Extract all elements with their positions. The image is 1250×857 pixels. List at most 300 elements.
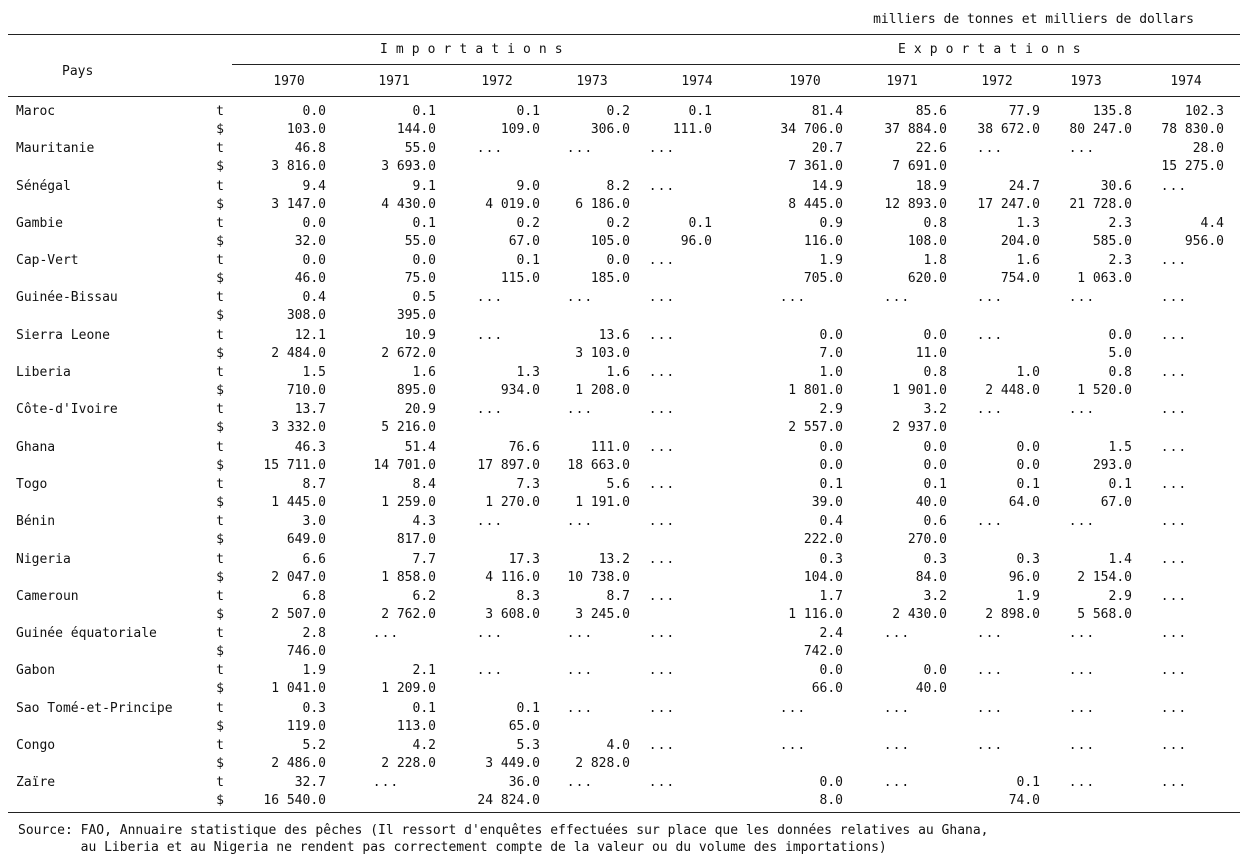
import-tonnes-cell: 2.8 (302, 626, 326, 642)
import-tonnes-cell: ... (566, 402, 594, 418)
import-tonnes-cell: 76.6 (508, 439, 540, 455)
import-tonnes-cell: ... (648, 253, 676, 269)
unit-tonnes: t (216, 775, 224, 791)
unit-tonnes: t (216, 700, 224, 716)
import-tonnes-cell: ... (566, 290, 594, 306)
import-tonnes-cell: 0.3 (302, 700, 326, 716)
import-dollars-cell: 3 103.0 (575, 345, 630, 361)
export-tonnes-cell: ... (976, 402, 1004, 418)
export-tonnes-cell: 0.8 (923, 215, 947, 231)
country-name: Zaïre (16, 775, 56, 791)
export-tonnes-cell: ... (976, 327, 1004, 343)
import-tonnes-cell: 4.2 (412, 738, 436, 754)
export-tonnes-cell: ... (1068, 402, 1096, 418)
import-tonnes-cell: 4.0 (606, 738, 630, 754)
import-dollars-cell: 4 019.0 (485, 196, 540, 212)
import-tonnes-cell: ... (566, 775, 594, 791)
export-dollars-cell: 1 520.0 (1077, 383, 1132, 399)
export-tonnes-cell: 0.0 (923, 327, 947, 343)
export-tonnes-cell: 28.0 (1192, 141, 1224, 157)
export-dollars-cell: 8.0 (819, 793, 843, 809)
exports-year-1973: 1973 (1070, 74, 1102, 89)
import-dollars-cell: 306.0 (590, 122, 630, 137)
export-tonnes-cell: ... (1068, 700, 1096, 716)
import-tonnes-cell: ... (648, 663, 676, 679)
table-row (0, 328, 1250, 365)
import-tonnes-cell: 8.7 (302, 476, 326, 492)
export-tonnes-cell: 1.0 (1016, 365, 1040, 381)
unit-dollars: $ (216, 271, 224, 287)
export-dollars-cell: 2 154.0 (1077, 569, 1132, 585)
export-dollars-cell: 74.0 (1008, 793, 1040, 809)
export-tonnes-cell: 1.4 (1108, 551, 1132, 567)
import-tonnes-cell: 6.8 (302, 588, 326, 604)
export-tonnes-cell: 2.9 (819, 402, 843, 418)
export-tonnes-cell: ... (1160, 626, 1188, 642)
unit-tonnes: t (216, 365, 224, 381)
unit-dollars: $ (216, 793, 224, 809)
import-tonnes-cell: 6.6 (302, 551, 326, 567)
export-tonnes-cell: 2.3 (1108, 253, 1132, 269)
export-tonnes-cell: 0.3 (1016, 551, 1040, 567)
unit-dollars: $ (216, 308, 224, 324)
import-dollars-cell: 18 663.0 (567, 457, 630, 473)
export-tonnes-cell: ... (976, 514, 1004, 530)
import-tonnes-cell: ... (648, 626, 676, 642)
export-dollars-cell: 40.0 (915, 494, 947, 510)
country-name: Nigeria (16, 551, 71, 567)
export-tonnes-cell: 1.8 (923, 253, 947, 269)
import-tonnes-cell: 1.3 (516, 365, 540, 381)
import-tonnes-cell: 0.1 (412, 104, 436, 119)
import-tonnes-cell: 0.5 (412, 290, 436, 306)
import-dollars-cell: 10 738.0 (567, 569, 630, 585)
import-dollars-cell: 67.0 (508, 233, 540, 249)
export-dollars-cell: 204.0 (1000, 233, 1040, 249)
import-dollars-cell: 109.0 (500, 122, 540, 137)
import-dollars-cell: 24 824.0 (477, 793, 540, 809)
country-name: Congo (16, 738, 56, 754)
unit-tonnes: t (216, 588, 224, 604)
export-tonnes-cell: 0.1 (1016, 476, 1040, 492)
export-tonnes-cell: 0.1 (923, 476, 947, 492)
import-tonnes-cell: 1.6 (412, 365, 436, 381)
import-dollars-cell: 3 332.0 (271, 420, 326, 436)
export-tonnes-cell: 102.3 (1184, 104, 1224, 119)
export-tonnes-cell: ... (883, 700, 911, 716)
import-tonnes-cell: 0.1 (516, 253, 540, 269)
import-dollars-cell: 1 041.0 (271, 681, 326, 697)
export-dollars-cell: 67.0 (1100, 494, 1132, 510)
table-row (0, 365, 1250, 402)
import-tonnes-cell: 13.7 (294, 402, 326, 418)
country-name: Bénin (16, 514, 56, 530)
export-tonnes-cell: 81.4 (811, 104, 843, 119)
country-name: Guinée équatoriale (16, 626, 157, 642)
export-dollars-cell: 17 247.0 (977, 196, 1040, 212)
unit-tonnes: t (216, 476, 224, 492)
import-tonnes-cell: 9.0 (516, 178, 540, 194)
export-tonnes-cell: ... (1160, 290, 1188, 306)
import-tonnes-cell: ... (476, 327, 504, 343)
unit-dollars: $ (216, 718, 224, 734)
export-dollars-cell: 956.0 (1184, 233, 1224, 249)
table-row (0, 626, 1250, 663)
export-tonnes-cell: ... (1068, 141, 1096, 157)
import-dollars-cell: 75.0 (404, 271, 436, 287)
country-name: Maroc (16, 104, 56, 119)
import-dollars-cell: 1 259.0 (381, 494, 436, 510)
export-tonnes-cell: 135.8 (1092, 104, 1132, 119)
export-tonnes-cell: 2.9 (1108, 588, 1132, 604)
import-dollars-cell: 5 216.0 (381, 420, 436, 436)
import-tonnes-cell: 32.7 (294, 775, 326, 791)
export-dollars-cell: 270.0 (907, 532, 947, 548)
unit-tonnes: t (216, 178, 224, 194)
table-row (0, 440, 1250, 477)
import-tonnes-cell: 46.8 (294, 141, 326, 157)
imports-year-1974: 1974 (681, 74, 713, 89)
export-tonnes-cell: ... (1068, 514, 1096, 530)
country-name: Cap-Vert (16, 253, 79, 269)
import-dollars-cell: 2 828.0 (575, 756, 630, 772)
import-dollars-cell: 2 486.0 (271, 756, 326, 772)
import-tonnes-cell: ... (476, 626, 504, 642)
import-tonnes-cell: 1.6 (606, 365, 630, 381)
country-name: Guinée-Bissau (16, 290, 118, 306)
export-dollars-cell: 84.0 (915, 569, 947, 585)
export-dollars-cell: 96.0 (1008, 569, 1040, 585)
export-dollars-cell: 7 691.0 (892, 159, 947, 175)
export-tonnes-cell: 0.1 (1108, 476, 1132, 492)
header-bottom-rule (8, 96, 1240, 97)
import-dollars-cell: 1 445.0 (271, 494, 326, 510)
import-dollars-cell: 3 816.0 (271, 159, 326, 175)
import-tonnes-cell: ... (476, 663, 504, 679)
export-tonnes-cell: 85.6 (915, 104, 947, 119)
import-tonnes-cell: 17.3 (508, 551, 540, 567)
export-dollars-cell: 1 063.0 (1077, 271, 1132, 287)
export-dollars-cell: 8 445.0 (788, 196, 843, 212)
export-dollars-cell: 1 901.0 (892, 383, 947, 399)
export-tonnes-cell: ... (883, 626, 911, 642)
export-tonnes-cell: ... (1160, 700, 1188, 716)
unit-tonnes: t (216, 104, 224, 119)
export-dollars-cell: 80 247.0 (1069, 122, 1132, 137)
import-dollars-cell: 46.0 (294, 271, 326, 287)
country-name: Gambie (16, 215, 63, 231)
import-tonnes-cell: ... (648, 327, 676, 343)
import-dollars-cell: 2 762.0 (381, 606, 436, 622)
table-row (0, 216, 1250, 253)
export-tonnes-cell: ... (1160, 738, 1188, 754)
import-dollars-cell: 4 430.0 (381, 196, 436, 212)
export-tonnes-cell: 2.3 (1108, 215, 1132, 231)
export-dollars-cell: 7.0 (819, 345, 843, 361)
export-tonnes-cell: ... (976, 663, 1004, 679)
export-tonnes-cell: ... (1068, 290, 1096, 306)
import-dollars-cell: 1 208.0 (575, 383, 630, 399)
import-dollars-cell: 119.0 (286, 718, 326, 734)
import-tonnes-cell: ... (648, 738, 676, 754)
source-note: Source: FAO, Annuaire statistique des pêches (Il ressort d'enquêtes effectuées sur place que les données relatives au Ghana, au Liberia et au Nigeria ne rendent pas correctement compte de la valeur ou du volume des importations) (18, 823, 989, 855)
unit-dollars: $ (216, 494, 224, 510)
import-tonnes-cell: 12.1 (294, 327, 326, 343)
import-dollars-cell: 895.0 (396, 383, 436, 399)
export-dollars-cell: 11.0 (915, 345, 947, 361)
exports-group-header: Exportations (898, 42, 1089, 57)
import-tonnes-cell: 7.7 (412, 551, 436, 567)
unit-dollars: $ (216, 457, 224, 473)
import-dollars-cell: 3 245.0 (575, 606, 630, 622)
table-row (0, 514, 1250, 551)
table-row (0, 104, 1250, 141)
unit-note: milliers de tonnes et milliers de dollars (873, 12, 1194, 27)
import-tonnes-cell: 0.1 (516, 104, 540, 119)
export-tonnes-cell: ... (976, 626, 1004, 642)
unit-tonnes: t (216, 551, 224, 567)
export-tonnes-cell: ... (1068, 775, 1096, 791)
import-tonnes-cell: ... (476, 141, 504, 157)
imports-group-header: Importations (380, 42, 571, 57)
import-dollars-cell: 15 711.0 (263, 457, 326, 473)
export-dollars-cell: 754.0 (1000, 271, 1040, 287)
export-tonnes-cell: 1.0 (819, 365, 843, 381)
export-tonnes-cell: 0.0 (923, 439, 947, 455)
import-dollars-cell: 2 228.0 (381, 756, 436, 772)
country-name: Ghana (16, 439, 56, 455)
export-dollars-cell: 37 884.0 (884, 122, 947, 137)
table-row (0, 477, 1250, 514)
import-tonnes-cell: ... (372, 775, 400, 791)
import-dollars-cell: 3 449.0 (485, 756, 540, 772)
import-tonnes-cell: 0.1 (412, 700, 436, 716)
import-tonnes-cell: ... (648, 514, 676, 530)
export-dollars-cell: 585.0 (1092, 233, 1132, 249)
export-dollars-cell: 2 937.0 (892, 420, 947, 436)
import-dollars-cell: 14 701.0 (373, 457, 436, 473)
export-tonnes-cell: ... (1068, 663, 1096, 679)
import-tonnes-cell: 9.4 (302, 178, 326, 194)
import-tonnes-cell: 0.0 (302, 253, 326, 269)
export-dollars-cell: 2 898.0 (985, 606, 1040, 622)
export-tonnes-cell: 1.5 (1108, 439, 1132, 455)
country-name: Sierra Leone (16, 327, 110, 343)
export-tonnes-cell: 3.2 (923, 402, 947, 418)
export-dollars-cell: 21 728.0 (1069, 196, 1132, 212)
export-dollars-cell: 39.0 (811, 494, 843, 510)
export-tonnes-cell: 0.0 (819, 327, 843, 343)
import-tonnes-cell: ... (476, 514, 504, 530)
import-tonnes-cell: 0.4 (302, 290, 326, 306)
unit-dollars: $ (216, 532, 224, 548)
export-tonnes-cell: 22.6 (915, 141, 947, 157)
table-body (0, 104, 1250, 813)
exports-year-1972: 1972 (981, 74, 1013, 89)
import-tonnes-cell: ... (648, 365, 676, 381)
export-tonnes-cell: ... (1160, 551, 1188, 567)
import-tonnes-cell: 13.2 (598, 551, 630, 567)
export-dollars-cell: 2 448.0 (985, 383, 1040, 399)
unit-tonnes: t (216, 253, 224, 269)
import-tonnes-cell: 0.0 (412, 253, 436, 269)
country-column-header: Pays (62, 64, 94, 79)
import-dollars-cell: 32.0 (294, 233, 326, 249)
export-dollars-cell: 293.0 (1092, 457, 1132, 473)
export-tonnes-cell: 0.0 (819, 775, 843, 791)
export-tonnes-cell: 1.9 (819, 253, 843, 269)
export-tonnes-cell: ... (976, 141, 1004, 157)
import-tonnes-cell: ... (566, 141, 594, 157)
export-dollars-cell: 222.0 (803, 532, 843, 548)
import-dollars-cell: 3 608.0 (485, 606, 540, 622)
exports-year-1971: 1971 (886, 74, 918, 89)
exports-year-1974: 1974 (1170, 74, 1202, 89)
import-tonnes-cell: 0.1 (688, 104, 712, 119)
export-tonnes-cell: ... (976, 700, 1004, 716)
export-dollars-cell: 64.0 (1008, 494, 1040, 510)
country-name: Sao Tomé-et-Principe (16, 700, 173, 716)
import-tonnes-cell: ... (648, 178, 676, 194)
country-name: Mauritanie (16, 141, 95, 157)
import-dollars-cell: 105.0 (590, 233, 630, 249)
export-dollars-cell: 104.0 (803, 569, 843, 585)
import-dollars-cell: 395.0 (396, 308, 436, 324)
export-tonnes-cell: 0.0 (1108, 327, 1132, 343)
import-tonnes-cell: 7.3 (516, 476, 540, 492)
unit-tonnes: t (216, 290, 224, 306)
import-tonnes-cell: 0.1 (412, 215, 436, 231)
unit-dollars: $ (216, 122, 224, 137)
import-tonnes-cell: ... (566, 700, 594, 716)
unit-dollars: $ (216, 606, 224, 622)
import-dollars-cell: 2 672.0 (381, 345, 436, 361)
import-tonnes-cell: 6.2 (412, 588, 436, 604)
import-tonnes-cell: 5.6 (606, 476, 630, 492)
export-tonnes-cell: ... (1160, 439, 1188, 455)
export-dollars-cell: 78 830.0 (1161, 122, 1224, 137)
import-tonnes-cell: ... (648, 476, 676, 492)
export-dollars-cell: 116.0 (803, 233, 843, 249)
unit-dollars: $ (216, 196, 224, 212)
import-dollars-cell: 185.0 (590, 271, 630, 287)
export-tonnes-cell: ... (779, 290, 807, 306)
years-rule (232, 64, 1240, 65)
export-dollars-cell: 38 672.0 (977, 122, 1040, 137)
export-dollars-cell: 0.0 (1016, 457, 1040, 473)
import-dollars-cell: 96.0 (680, 233, 712, 249)
import-dollars-cell: 144.0 (396, 122, 436, 137)
export-tonnes-cell: 24.7 (1008, 178, 1040, 194)
import-dollars-cell: 3 147.0 (271, 196, 326, 212)
country-name: Sénégal (16, 178, 71, 194)
top-rule (8, 34, 1240, 35)
country-name: Cameroun (16, 588, 79, 604)
export-tonnes-cell: 0.1 (1016, 775, 1040, 791)
export-tonnes-cell: 2.4 (819, 626, 843, 642)
import-tonnes-cell: ... (566, 514, 594, 530)
unit-dollars: $ (216, 345, 224, 361)
import-dollars-cell: 649.0 (286, 532, 326, 548)
unit-dollars: $ (216, 233, 224, 249)
export-dollars-cell: 34 706.0 (780, 122, 843, 137)
table-row (0, 290, 1250, 327)
import-dollars-cell: 308.0 (286, 308, 326, 324)
country-name: Liberia (16, 365, 71, 381)
import-tonnes-cell: ... (648, 775, 676, 791)
import-tonnes-cell: ... (648, 439, 676, 455)
export-tonnes-cell: ... (1160, 178, 1188, 194)
export-dollars-cell: 705.0 (803, 271, 843, 287)
export-tonnes-cell: ... (1160, 253, 1188, 269)
import-dollars-cell: 6 186.0 (575, 196, 630, 212)
export-dollars-cell: 1 116.0 (788, 606, 843, 622)
import-tonnes-cell: 5.2 (302, 738, 326, 754)
import-tonnes-cell: 111.0 (590, 439, 630, 455)
import-dollars-cell: 934.0 (500, 383, 540, 399)
import-tonnes-cell: 13.6 (598, 327, 630, 343)
import-tonnes-cell: ... (372, 626, 400, 642)
exports-year-1970: 1970 (789, 74, 821, 89)
export-tonnes-cell: 0.0 (819, 439, 843, 455)
export-tonnes-cell: ... (976, 738, 1004, 754)
import-tonnes-cell: 0.0 (302, 104, 326, 119)
export-tonnes-cell: 1.9 (1016, 588, 1040, 604)
import-dollars-cell: 817.0 (396, 532, 436, 548)
table-row (0, 253, 1250, 290)
import-dollars-cell: 1 209.0 (381, 681, 436, 697)
import-tonnes-cell: 0.2 (606, 215, 630, 231)
import-dollars-cell: 710.0 (286, 383, 326, 399)
unit-tonnes: t (216, 738, 224, 754)
import-tonnes-cell: ... (476, 290, 504, 306)
export-tonnes-cell: ... (779, 700, 807, 716)
export-dollars-cell: 2 557.0 (788, 420, 843, 436)
import-tonnes-cell: 9.1 (412, 178, 436, 194)
unit-dollars: $ (216, 569, 224, 585)
import-tonnes-cell: 8.4 (412, 476, 436, 492)
import-tonnes-cell: 20.9 (404, 402, 436, 418)
import-tonnes-cell: 10.9 (404, 327, 436, 343)
table-row (0, 552, 1250, 589)
import-tonnes-cell: ... (566, 663, 594, 679)
export-tonnes-cell: 20.7 (811, 141, 843, 157)
export-dollars-cell: 66.0 (811, 681, 843, 697)
export-tonnes-cell: ... (883, 738, 911, 754)
export-tonnes-cell: ... (1160, 588, 1188, 604)
export-tonnes-cell: 1.3 (1016, 215, 1040, 231)
unit-tonnes: t (216, 402, 224, 418)
export-dollars-cell: 5.0 (1108, 345, 1132, 361)
import-tonnes-cell: 4.3 (412, 514, 436, 530)
import-tonnes-cell: 8.3 (516, 588, 540, 604)
import-tonnes-cell: 0.1 (688, 215, 712, 231)
import-tonnes-cell: 8.7 (606, 588, 630, 604)
unit-tonnes: t (216, 215, 224, 231)
export-tonnes-cell: 0.3 (923, 551, 947, 567)
unit-dollars: $ (216, 159, 224, 175)
export-tonnes-cell: 0.6 (923, 514, 947, 530)
unit-tonnes: t (216, 141, 224, 157)
bottom-rule (8, 812, 1240, 813)
table-row (0, 775, 1250, 812)
import-dollars-cell: 111.0 (672, 122, 712, 137)
export-tonnes-cell: 0.9 (819, 215, 843, 231)
imports-year-1972: 1972 (481, 74, 513, 89)
country-name: Gabon (16, 663, 56, 679)
export-tonnes-cell: 30.6 (1100, 178, 1132, 194)
export-dollars-cell: 7 361.0 (788, 159, 843, 175)
